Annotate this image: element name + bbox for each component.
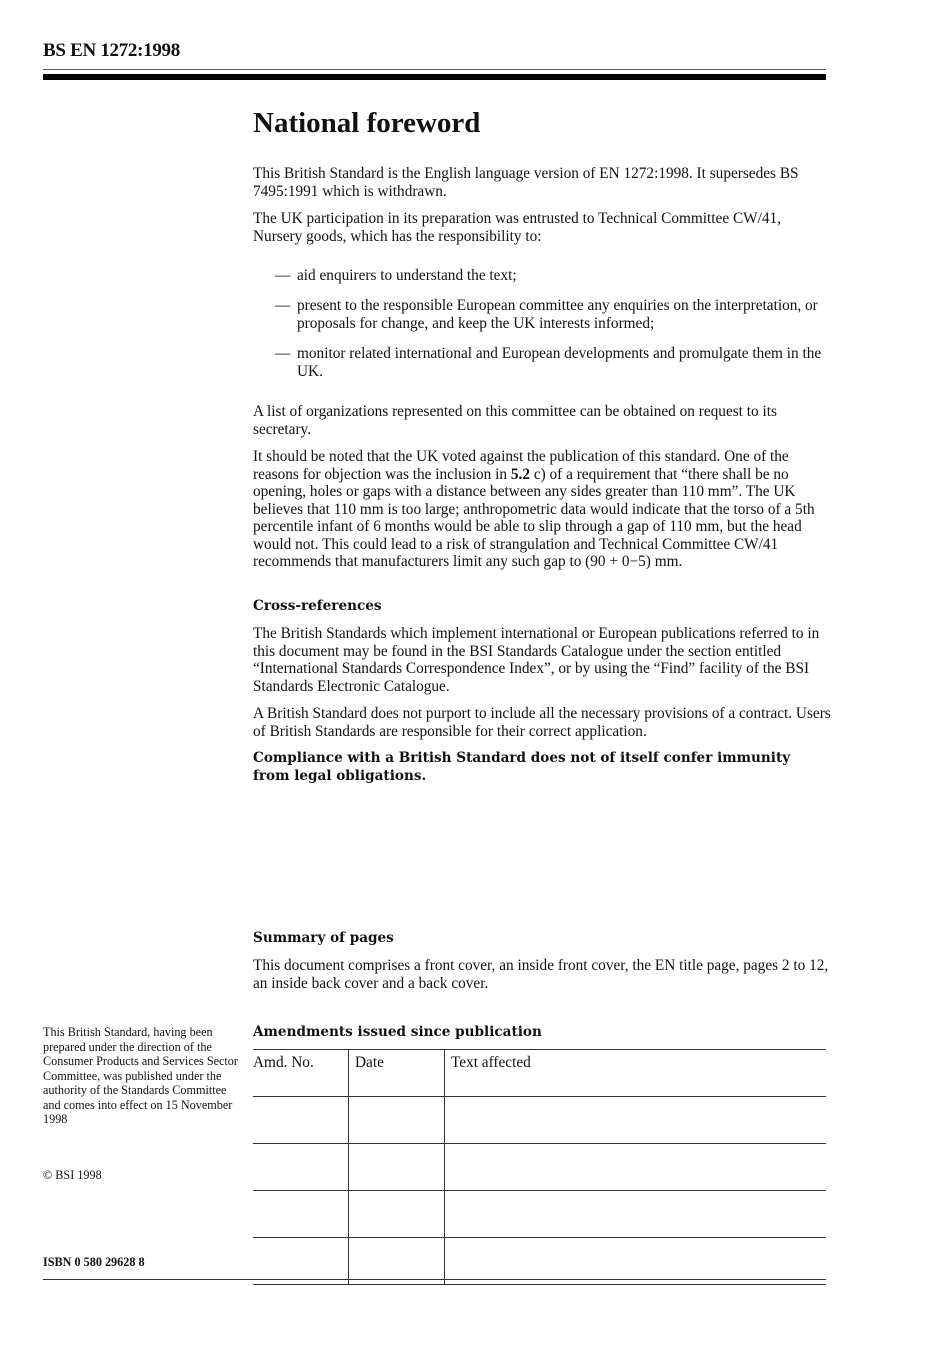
amendments-table — [253, 1049, 826, 1285]
dash-bullet: — — [275, 267, 291, 284]
text: c) of a requirement that “there shall be no opening, holes or gaps with a distance between any sides greater than 110 mm”. The UK believes that 110 mm is too large; anthropometric data would indicate that the torso of a 5th percentile infant of 6 months would be able to slip through a gap of 110 mm, but the head would not. This could lead to a risk of strangulation and Technical Committee CW/41 recommends that manufacturers limit any such gap to (90 + 0−5) mm. — [253, 465, 815, 570]
column-header: Date — [349, 1050, 445, 1097]
table-cell — [253, 1144, 349, 1191]
table-row — [253, 1097, 826, 1144]
table-cell — [253, 1238, 349, 1285]
column-header: Text affected — [445, 1050, 827, 1097]
clause-reference: 5.2 — [510, 465, 530, 483]
table-row — [253, 1191, 826, 1238]
list-item-text: aid enquirers to understand the text; — [297, 267, 517, 284]
table-row — [253, 1144, 826, 1191]
header-rule-thin — [43, 69, 826, 70]
list-item-text: monitor related international and European developments and promulgate them in the UK. — [297, 345, 822, 380]
table-cell — [445, 1097, 827, 1144]
document-id-header: BS EN 1272:1998 — [43, 40, 180, 61]
footer-rule — [43, 1279, 826, 1280]
table-header-row — [253, 1050, 826, 1097]
table-cell — [253, 1097, 349, 1144]
table-cell — [445, 1144, 827, 1191]
table-cell — [349, 1191, 445, 1238]
table-cell — [349, 1144, 445, 1191]
paragraph-provisions: A British Standard does not purport to include all the necessary provisions of a contract. Users of British Standards are responsible for their correct application. — [253, 705, 831, 740]
paragraph-committee: The UK participation in its preparation was entrusted to Technical Committee CW/41, Nursery goods, which has the responsibility to: — [253, 210, 781, 245]
table-cell — [349, 1097, 445, 1144]
isbn: ISBN 0 580 29628 8 — [43, 1255, 145, 1269]
table-cell — [445, 1191, 827, 1238]
list-item-text: present to the responsible European committee any enquiries on the interpretation, or proposals for change, and keep the UK interests informed; — [297, 297, 818, 332]
heading-summary-of-pages: Summary of pages — [253, 930, 394, 946]
table-cell — [349, 1238, 445, 1285]
table-row — [253, 1238, 826, 1285]
compliance-statement: Compliance with a British Standard does not of itself confer immunity from legal obligations. — [253, 750, 791, 784]
page-title: National foreword — [253, 107, 481, 139]
dash-bullet: — — [275, 345, 291, 362]
list-item — [275, 297, 825, 332]
list-item — [275, 345, 825, 380]
list-item — [275, 267, 825, 285]
heading-amendments: Amendments issued since publication — [253, 1024, 542, 1040]
copyright: © BSI 1998 — [43, 1168, 102, 1182]
heading-cross-references: Cross-references — [253, 598, 382, 614]
header-rule-thick — [43, 74, 826, 80]
paragraph-summary: This document comprises a front cover, an inside front cover, the EN title page, pages 2 to 12, an inside back cover and a back cover. — [253, 957, 829, 992]
dash-bullet: — — [275, 297, 291, 314]
table-cell — [445, 1238, 827, 1285]
paragraph-supersedes: This British Standard is the English language version of EN 1272:1998. It supersedes BS 7495:1991 which is withdrawn. — [253, 165, 799, 200]
paragraph-cross-references: The British Standards which implement international or European publications referred to in this document may be found in the BSI Standards Catalogue under the section entitled “International Standards Correspondence Index”, or by using the “Find” facility of the BSI Standards Electronic Catalogue. — [253, 625, 820, 695]
table-cell — [253, 1191, 349, 1238]
paragraph-organizations: A list of organizations represented on this committee can be obtained on request to its secretary. — [253, 403, 777, 438]
paragraph-uk-vote — [253, 448, 828, 571]
text: It should be noted that the UK voted against the publication of this standard. One of the reasons for objection was the inclusion in — [253, 448, 789, 483]
column-header: Amd. No. — [253, 1050, 349, 1097]
publication-note: This British Standard, having been prepared under the direction of the Consumer Products and Services Sector Committee, was published under the authority of the Standards Committee and comes into effect on 15 November 1998 — [43, 1025, 238, 1126]
